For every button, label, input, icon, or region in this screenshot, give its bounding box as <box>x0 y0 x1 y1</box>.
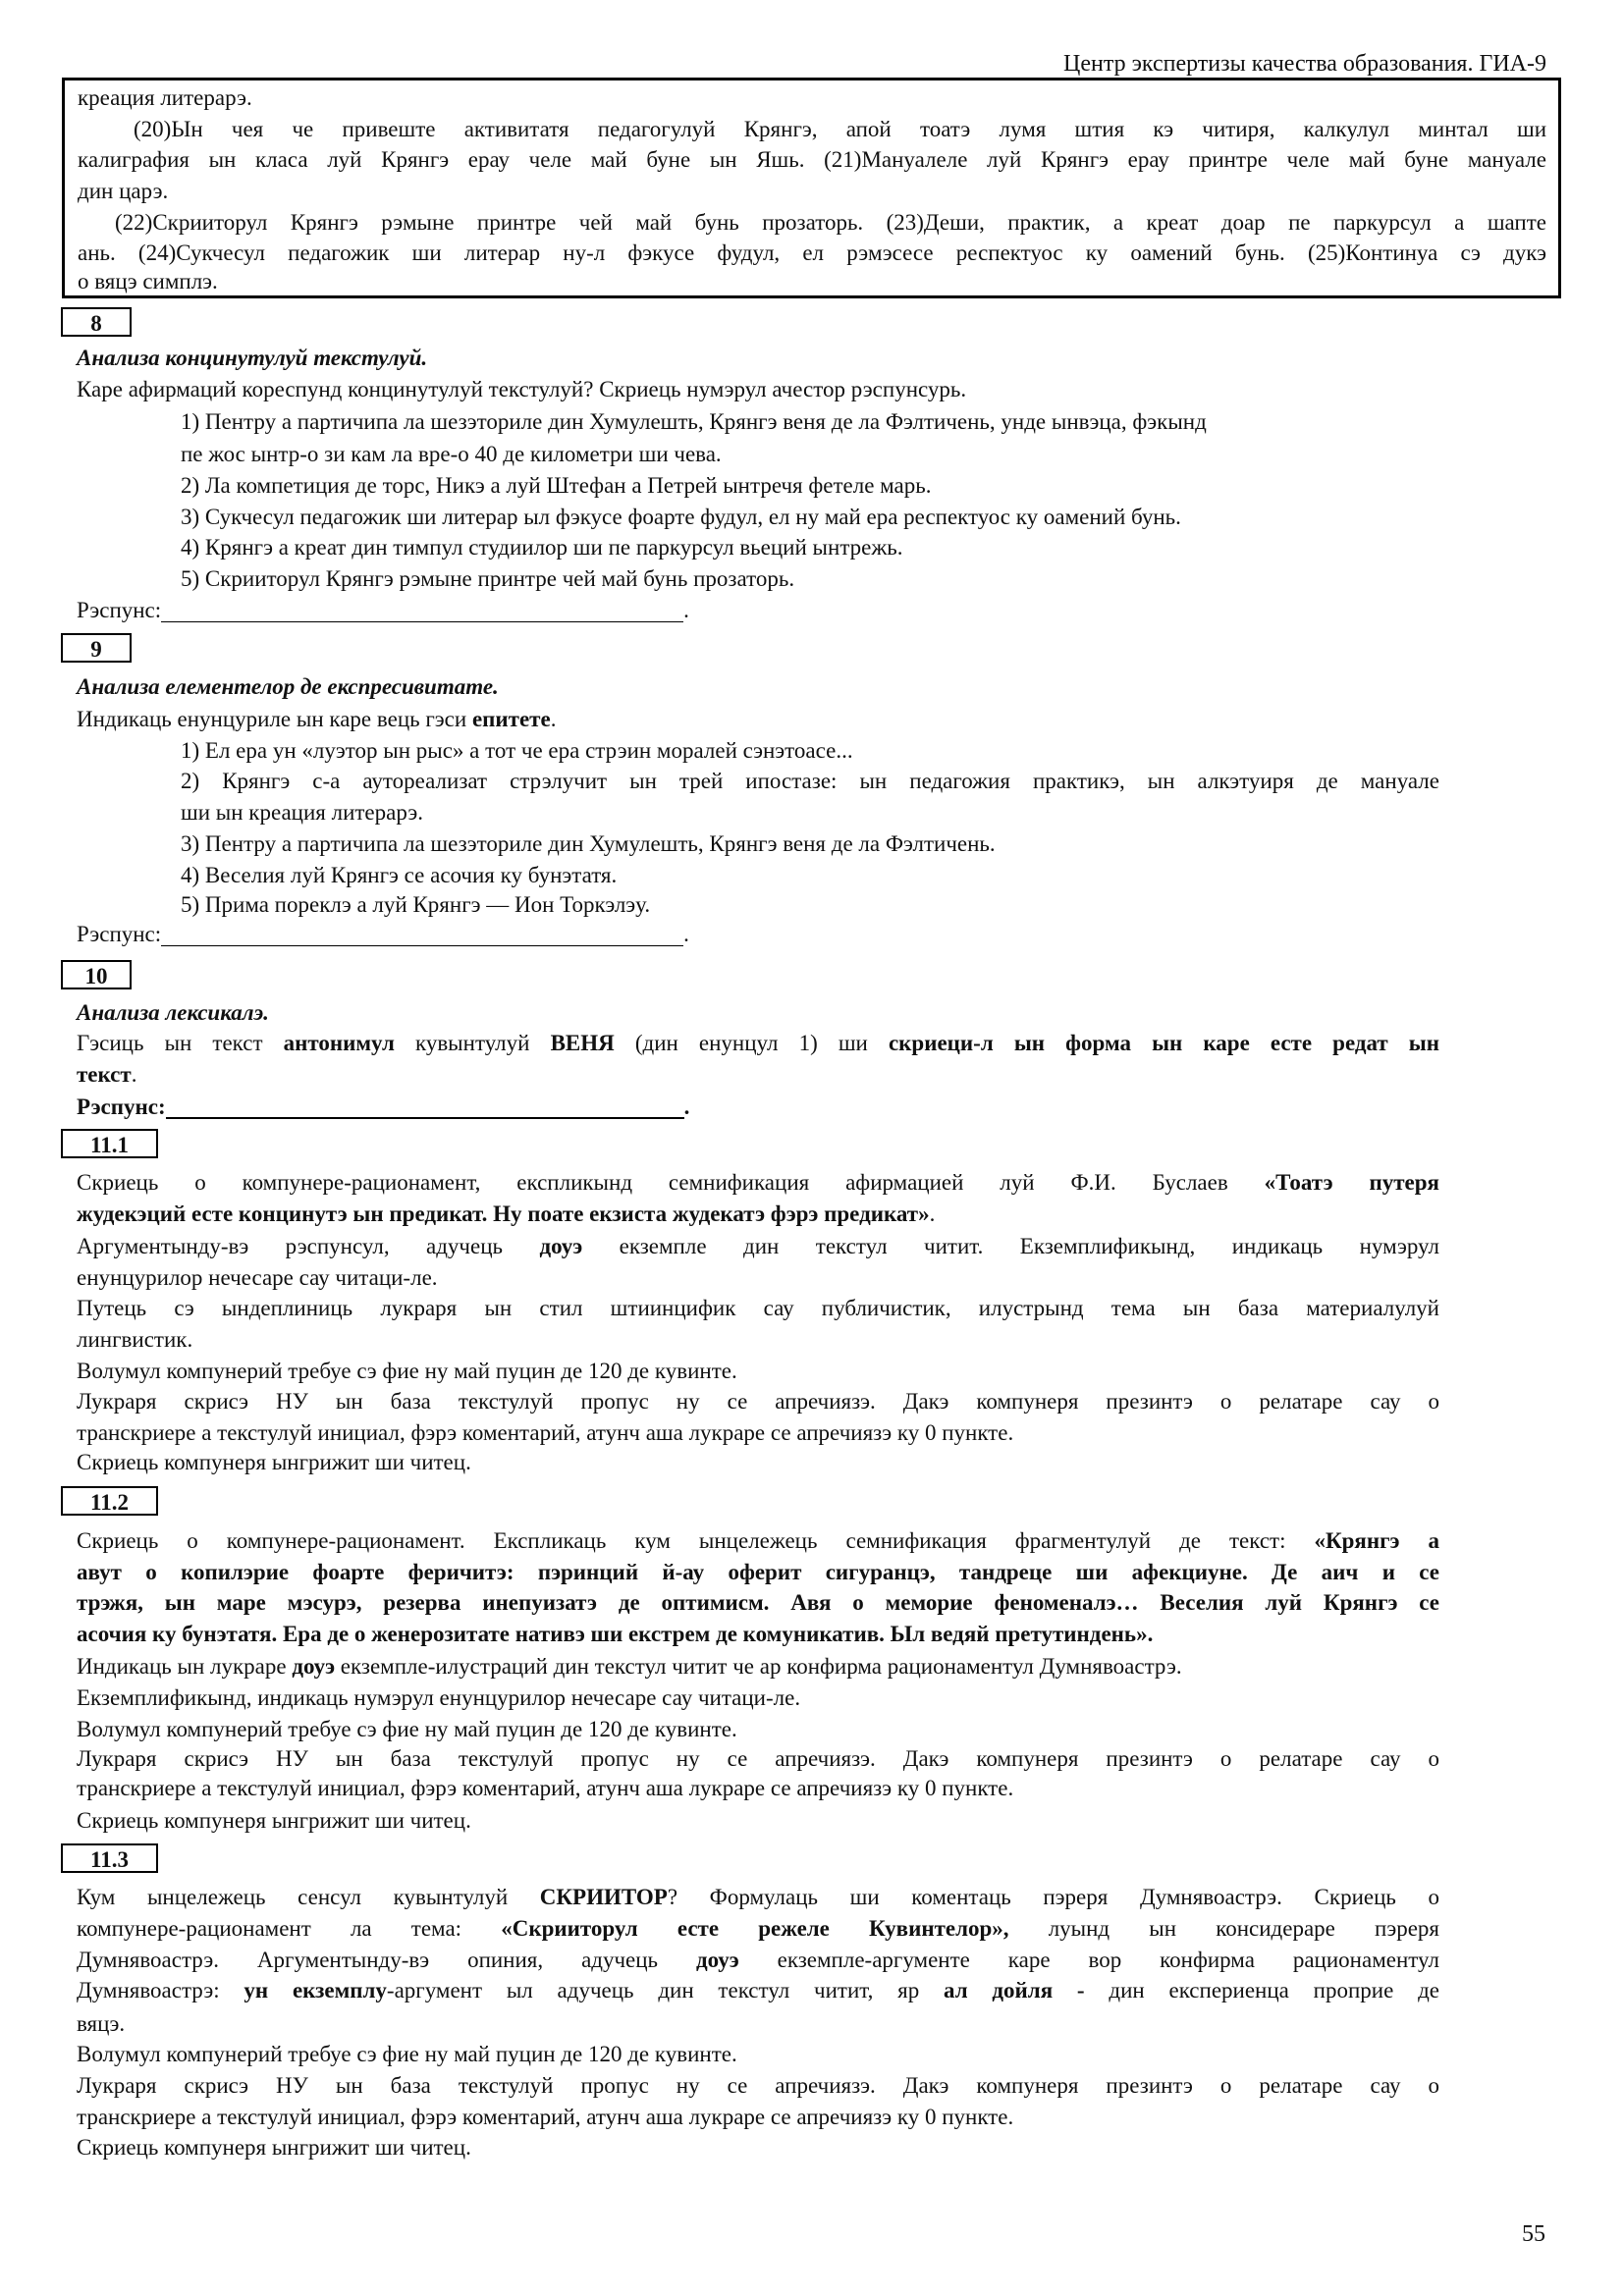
task-prompt: Гэсиць ын текст антонимул кувынтулуй ВЕНЯ (дин енунцул 1) ши скриеци-л ын форма ын каре есте редат ын <box>77 1031 1439 1055</box>
task-text-line: Скриець компунеря ынгрижит ши читец. <box>77 2135 471 2160</box>
text-line: ань. (24)Сукчесул педагожик ши литерар ну-л фэкусе фудул, ел рэмэсесе респектуос ку оамений бунь. (25)Континуа сэ дукэ <box>78 240 1546 265</box>
text-line: креация литерарэ. <box>78 85 252 110</box>
task-number-box: 8 <box>61 307 132 337</box>
task-heading: Анализа лексикалэ. <box>77 1000 269 1025</box>
option-item: 2) Крянгэ с-а аутореализат стрэлучит ын трей ипостазе: ын педагожия практикэ, ын алкэтуиря де мануале <box>181 769 1439 793</box>
task-text-line: Скриець компунеря ынгрижит ши читец. <box>77 1808 471 1833</box>
task-prompt-cont: текст. <box>77 1062 137 1087</box>
answer-label: Рэспунс: <box>77 598 162 622</box>
task-text-line: Волумул компунерий требуе сэ фие ну май пуцин де 120 де кувинте. <box>77 1359 737 1383</box>
task-heading: Анализа концинутулуй текстулуй. <box>77 346 428 370</box>
task-text-line: Лукраря скрисэ НУ ын база текстулуй пропус ну се апречиязэ. Дакэ компунеря презинтэ о релатаре сау о <box>77 1746 1439 1771</box>
task-text-line: вяцэ. <box>77 2011 126 2036</box>
page-header: Центр экспертизы качества образования. ГИА-9 <box>1063 49 1546 80</box>
task-text-line: транскриере а текстулуй инициал, фэрэ коментарий, атунч аша лукраре се апречиязэ ку 0 пункте. <box>77 1420 1014 1445</box>
task-number-box: 9 <box>61 633 132 663</box>
task-text-line: Скриець о компунере-рационамент. Експликаць кум ынцележець семнификация фрагментулуй де текст: «Крянгэ а <box>77 1528 1439 1553</box>
option-item: ши ын креация литерарэ. <box>181 800 424 825</box>
task-text-line: Скриець компунеря ынгрижит ши читец. <box>77 1450 471 1474</box>
task-text-line: трэжя, ын маре мэсурэ, резерва инепуизатэ де оптимисм. Авя о меморие феноменалэ… Веселия луй Крянгэ се <box>77 1590 1439 1615</box>
task-text-line: асочия ку бунэтатя. Ера де о женерозитате нативэ ши екстрем де комуникатив. Ыл ведяй претутиндень». <box>77 1622 1154 1646</box>
task-number-box: 10 <box>61 960 132 989</box>
text-line: о вяцэ симплэ. <box>78 269 218 294</box>
task-text-line: жудекэций есте концинутэ ын предикат. Ну поате екзиста жудекатэ фэрэ предикат». <box>77 1201 936 1226</box>
task-text-line: Кум ынцележець сенсул кувынтулуй СКРИИТОР? Формулаць ши коментаць пэреря Думнявоастрэ. Скриець о <box>77 1885 1439 1909</box>
answer-line[interactable] <box>166 1092 684 1119</box>
answer-field[interactable]: Рэспунс: . <box>77 1092 689 1123</box>
task-number-box: 11.1 <box>61 1129 158 1158</box>
task-text-line: Индикаць ын лукраре доуэ екземпле-илустраций дин текстул читит че ар конфирма рационаментул Думнявоастрэ. <box>77 1654 1182 1679</box>
answer-line[interactable] <box>161 920 683 946</box>
task-prompt: Индикаць енунцуриле ын каре вець гэси епитете. <box>77 707 557 731</box>
answer-field[interactable]: Рэспунс: . <box>77 922 689 946</box>
text-line: дин царэ. <box>78 179 169 203</box>
task-text-line: Екземплификынд, индикаць нумэрул енунцурилор нечесаре сау читаци-ле. <box>77 1685 801 1710</box>
option-item: 5) Прима пореклэ а луй Крянгэ — Ион Торкэлэу. <box>181 892 651 917</box>
task-text-line: Лукраря скрисэ НУ ын база текстулуй пропус ну се апречиязэ. Дакэ компунеря презинтэ о релатаре сау о <box>77 1389 1439 1414</box>
task-prompt: Каре афирмаций кореспунд концинутулуй текстулуй? Скриець нумэрул ачестор рэспунсурь. <box>77 377 967 401</box>
text-line: (22)Скрииторул Крянгэ рэмыне принтре чей май бунь прозаторь. (23)Деши, практик, а креат доар пе паркурсул а шапте <box>115 210 1546 235</box>
option-item: 3) Сукчесул педагожик ши литерар ыл фэкусе фоарте фудул, ел ну май ера респектуос ку оамений бунь. <box>181 505 1181 529</box>
task-text-line: Думнявоастрэ. Аргументынду-вэ опиния, адучець доуэ екземпле-аргументе каре вор конфирма рационаментул <box>77 1948 1439 1972</box>
task-text-line: Думнявоастрэ: ун екземплу-аргумент ыл адучець дин текстул читит, яр ал дойля - дин експериенца проприе де <box>77 1978 1440 2002</box>
answer-label: Рэспунс: <box>77 1095 166 1119</box>
option-item: 1) Ел ера ун «луэтор ын рыс» а тот че ера стрэин моралей сэнэтоасе... <box>181 738 853 763</box>
text-line: калиграфия ын класа луй Крянгэ ерау челе май буне ын Яшь. (21)Мануалеле луй Крянгэ ерау принтре челе май буне мануале <box>78 147 1546 172</box>
answer-label: Рэспунс: <box>77 922 162 946</box>
task-text-line: Волумул компунерий требуе сэ фие ну май пуцин де 120 де кувинте. <box>77 2042 737 2066</box>
option-item: 3) Пентру а партичипа ла шезэториле дин Хумулешть, Крянгэ веня де ла Фэлтичень. <box>181 831 996 856</box>
page-number: 55 <box>1522 2221 1545 2247</box>
option-item: 1) Пентру а партичипа ла шезэториле дин Хумулешть, Крянгэ веня де ла Фэлтичень, унде ынвэца, фэкынд <box>181 409 1207 434</box>
task-number-box: 11.3 <box>61 1843 158 1873</box>
task-text-line: енунцурилор нечесаре сау читаци-ле. <box>77 1265 438 1290</box>
task-number-box: 11.2 <box>61 1486 158 1516</box>
task-text-line: Лукраря скрисэ НУ ын база текстулуй пропус ну се апречиязэ. Дакэ компунеря презинтэ о релатаре сау о <box>77 2073 1439 2098</box>
task-heading: Анализа елементелор де експресивитате. <box>77 674 499 699</box>
task-text-line: Аргументынду-вэ рэспунсул, адучець доуэ екземпле дин текстул читит. Екземплификынд, индикаць нумэрул <box>77 1234 1439 1258</box>
option-item: 4) Крянгэ а креат дин тимпул студиилор ши пе паркурсул вьеций ынтрежь. <box>181 535 903 560</box>
task-text-line: транскриере а текстулуй инициал, фэрэ коментарий, атунч аша лукраре се апречиязэ ку 0 пункте. <box>77 2105 1014 2129</box>
option-item: пе жос ынтр-о зи кам ла вре-о 40 де километри ши чева. <box>181 442 722 466</box>
option-item: 2) Ла компетиция де торс, Никэ а луй Штефан а Петрей ынтречя фетеле марь. <box>181 473 932 498</box>
task-text-line: лингвистик. <box>77 1327 193 1352</box>
answer-field[interactable]: Рэспунс: . <box>77 598 689 622</box>
option-item: 4) Веселия луй Крянгэ се асочия ку бунэтатя. <box>181 863 618 887</box>
task-text-line: транскриере а текстулуй инициал, фэрэ коментарий, атунч аша лукраре се апречиязэ ку 0 пункте. <box>77 1776 1014 1800</box>
task-text-line: Волумул компунерий требуе сэ фие ну май пуцин де 120 де кувинте. <box>77 1717 737 1741</box>
task-text-line: авут о копилэрие фоарте феричитэ: пэринций й-ау оферит сигуранцэ, тандреце ши афекциуне. Де аич и се <box>77 1560 1439 1584</box>
answer-line[interactable] <box>161 596 683 622</box>
text-line: (20)Ын чея че привеште активитатя педагогулуй Крянгэ, апой тоатэ лумя штия кэ читиря, калкулул минтал ши <box>134 117 1546 141</box>
task-text-line: компунере-рационамент ла тема: «Скрииторул есте режеле Кувинтелор», луынд ын консидераре пэреря <box>77 1916 1439 1941</box>
task-text-line: Путець сэ ындеплиниць лукраря ын стил штиинцифик сау публичистик, илустрынд тема ын база материалулуй <box>77 1296 1439 1320</box>
task-text-line: Скриець о компунере-рационамент, експликынд семнификация афирмацией луй Ф.И. Буслаев «Тоатэ путеря <box>77 1170 1439 1195</box>
option-item: 5) Скрииторул Крянгэ рэмыне принтре чей май бунь прозаторь. <box>181 566 795 591</box>
